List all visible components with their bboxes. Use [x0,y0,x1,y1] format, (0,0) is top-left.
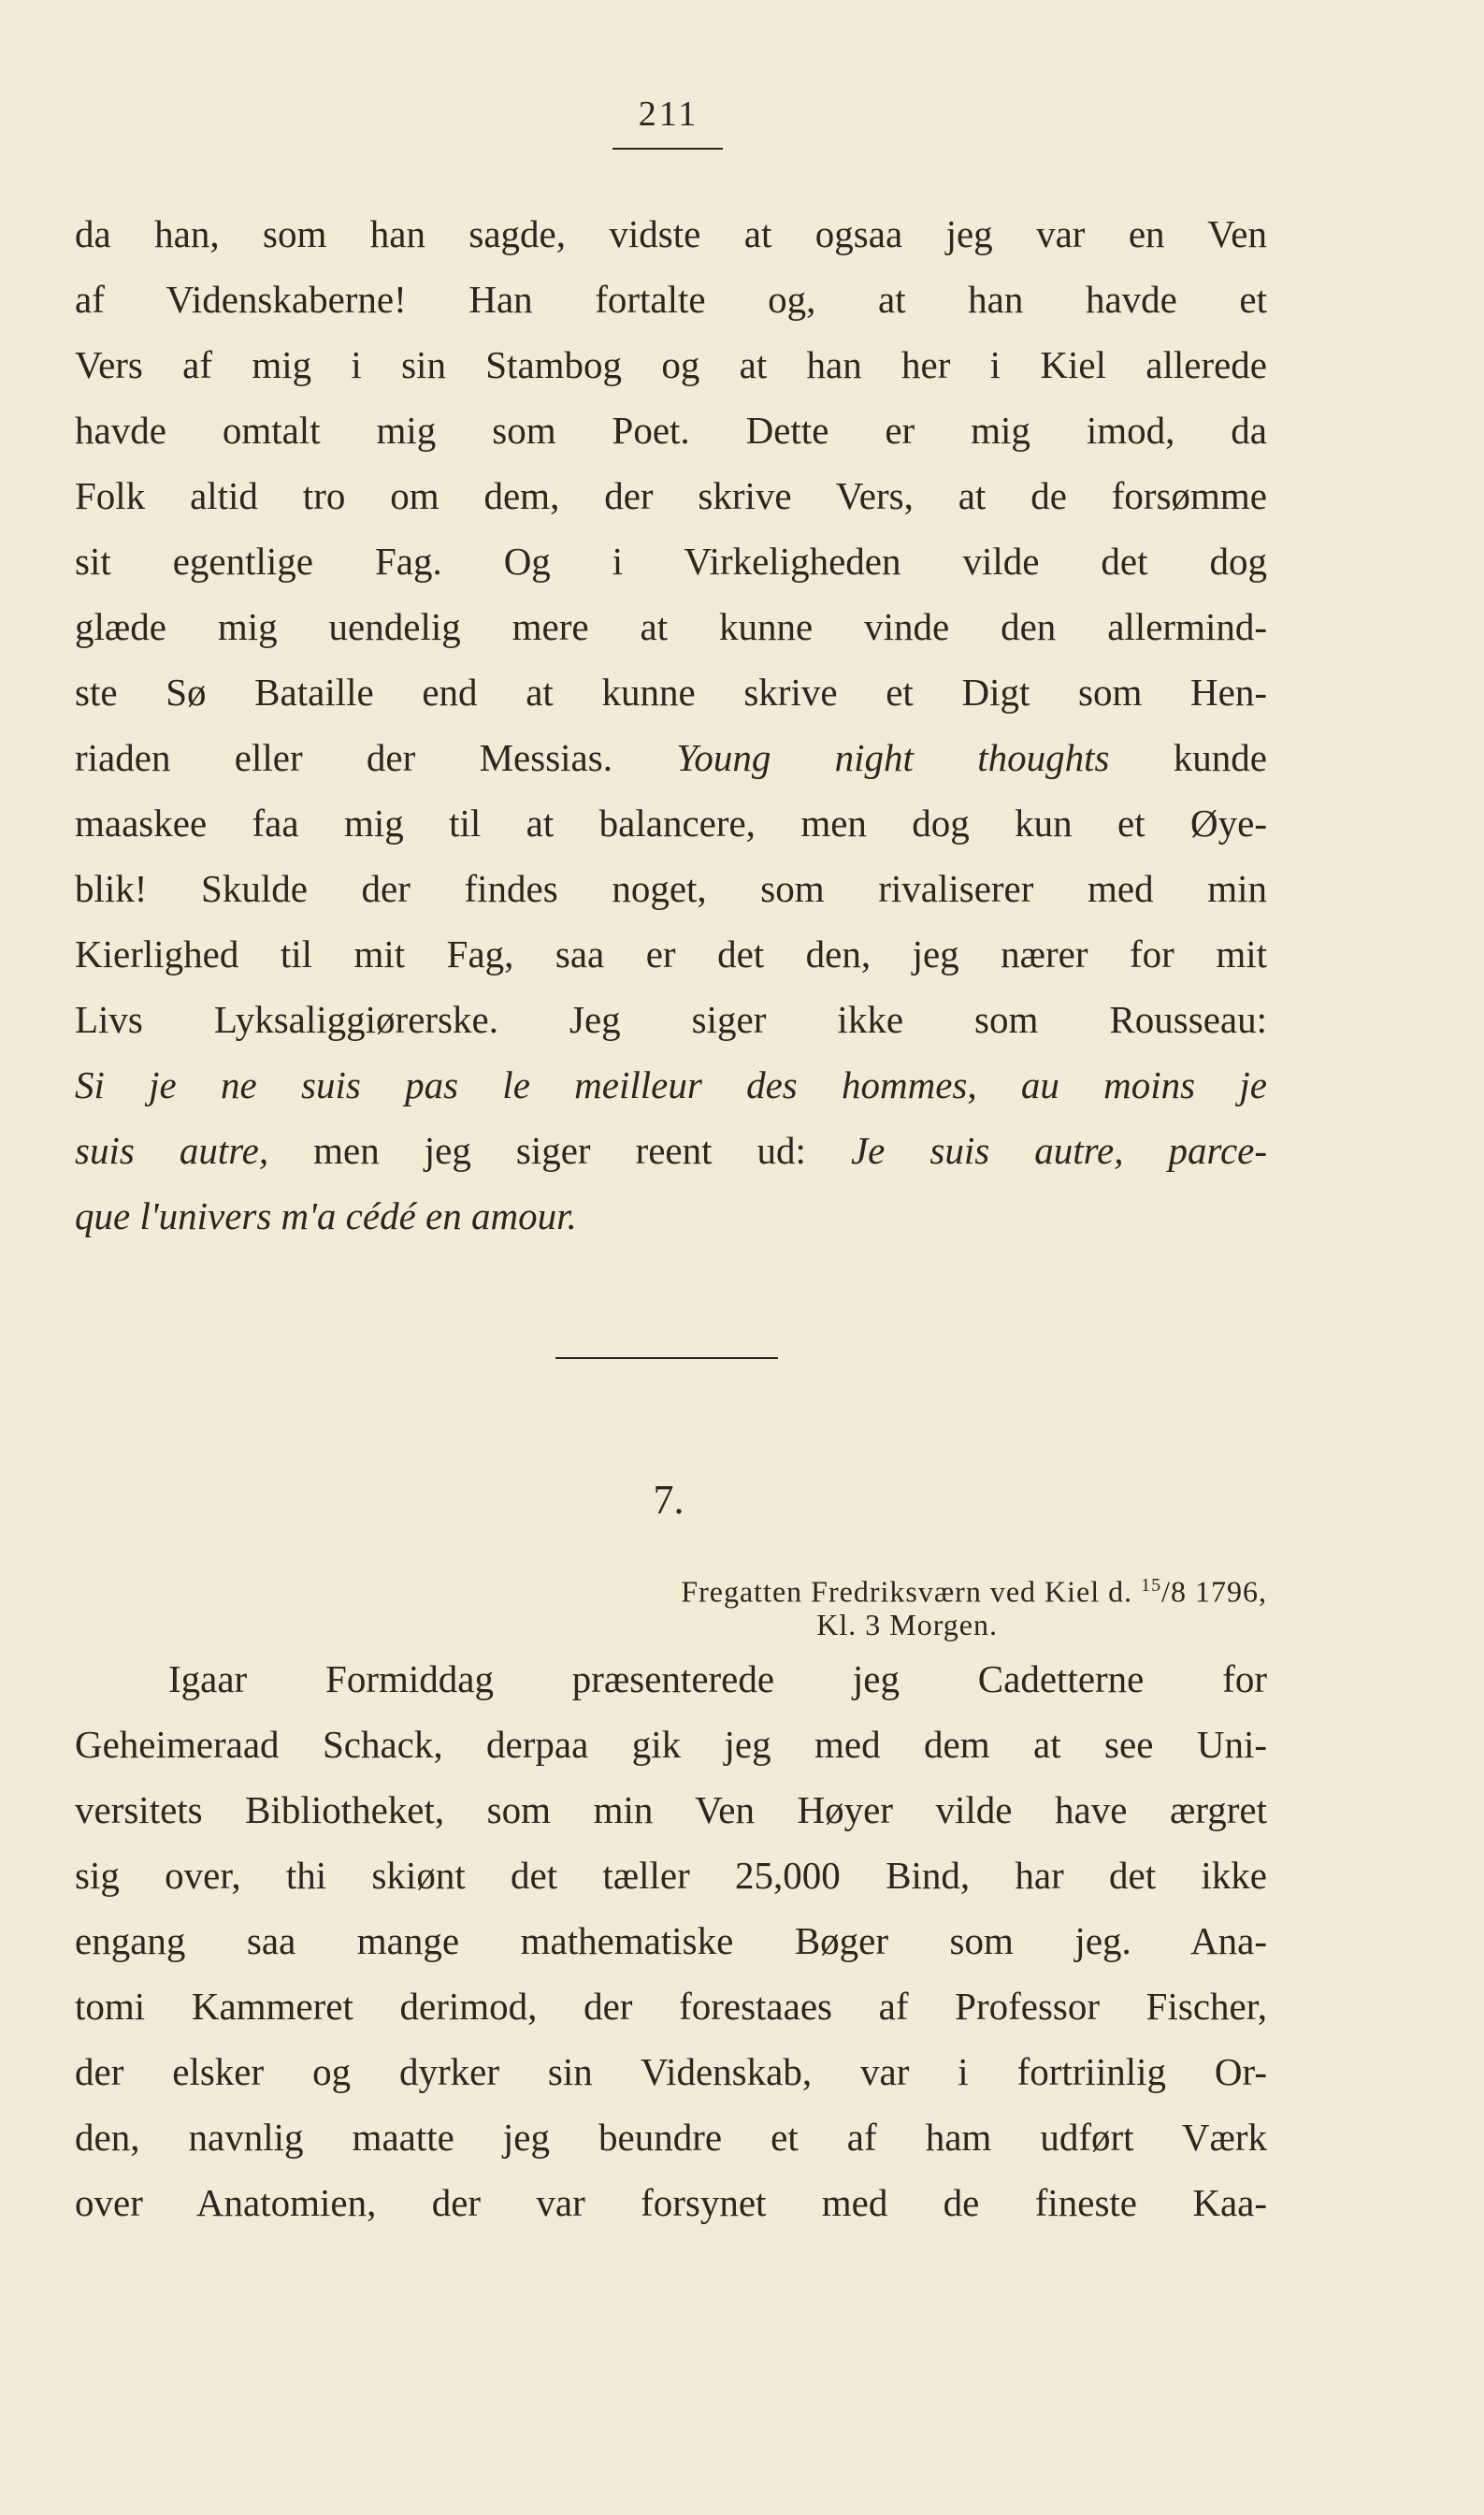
italic-quote: suis autre, [75,1129,269,1172]
italic-quote: que l'univers m'a cédé en amour. [75,1194,577,1237]
date-day: 15 [1141,1575,1162,1596]
text-line: af Videnskaberne! Han fortalte og, at han havde et [75,278,1267,321]
section-number: 7. [653,1477,684,1523]
text-line: glæde mig uendelig mere at kunne vinde den allermind- [75,605,1267,648]
paragraph-2 [75,1646,1267,2235]
text-line: engang saa mange mathematiske Bøger som jeg. Ana- [75,1919,1267,1962]
text-line [75,1183,1267,1249]
text-run: riaden eller der Messias. [75,736,677,779]
section-rule [555,1357,778,1359]
text-line [75,1118,1267,1183]
text-line [75,725,1267,790]
text-line: maaskee faa mig til at balancere, men dog kun et Øye- [75,802,1267,845]
text-line: blik! Skulde der findes noget, som rivaliserer med min [75,867,1267,910]
text-line: Vers af mig i sin Stambog og at han her i Kiel allerede [75,343,1267,386]
dateline-line-1 [681,1567,1267,1611]
page-number: 211 [638,94,699,134]
text-line: den, navnlig maatte jeg beundre et af ham udført Værk [75,2116,1267,2159]
text-line: sig over, thi skiønt det tæller 25,000 Bind, har det ikke [75,1854,1267,1897]
text-line: tomi Kammeret derimod, der forestaaes af Professor Fischer, [75,1985,1267,2028]
dateline-suffix: 1796, [1187,1574,1267,1609]
text-line: over Anatomien, der var forsynet med de fineste Kaa- [75,2181,1267,2224]
text-line: Folk altid tro om dem, der skrive Vers, at de forsømme [75,474,1267,517]
dateline-prefix: Fregatten Fredriksværn ved Kiel d. [681,1574,1142,1609]
italic-title: Young night thoughts [676,736,1110,779]
text-line: Igaar Formiddag præsenterede jeg Cadetterne for [168,1657,1267,1700]
text-run: men jeg siger reent ud: [268,1129,851,1172]
text-line: sit egentlige Fag. Og i Virkeligheden vilde det dog [75,540,1267,583]
date-month: /8 [1161,1574,1187,1609]
italic-quote: Je suis autre, parce- [850,1129,1267,1172]
text-line: ste Sø Bataille end at kunne skrive et Digt som Hen- [75,671,1267,714]
page-number-rule [612,148,723,150]
dateline-line-2: Kl. 3 Morgen. [816,1608,998,1641]
text-line: Livs Lyksaliggiørerske. Jeg siger ikke som Rousseau: [75,998,1267,1041]
paragraph-1 [75,201,1267,1249]
text-line: Geheimeraad Schack, derpaa gik jeg med dem at see Uni- [75,1723,1267,1766]
text-line: der elsker og dyrker sin Videnskab, var i fortriinlig Or- [75,2050,1267,2093]
text-line: havde omtalt mig som Poet. Dette er mig imod, da [75,409,1267,452]
text-run: kunde [1109,736,1267,779]
italic-quote: Si je ne suis pas le meilleur des hommes, au moins je [75,1063,1267,1106]
text-line: da han, som han sagde, vidste at ogsaa jeg var en Ven [75,212,1267,255]
text-line [75,1052,1267,1118]
text-line: Kierlighed til mit Fag, saa er det den, jeg nærer for mit [75,932,1267,976]
text-line: versitets Bibliotheket, som min Ven Høyer vilde have ærgret [75,1788,1267,1831]
